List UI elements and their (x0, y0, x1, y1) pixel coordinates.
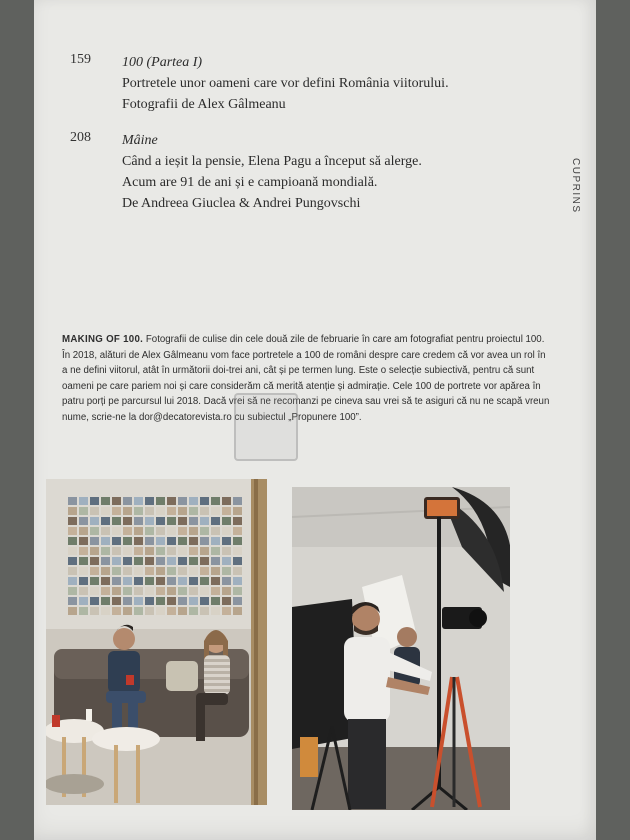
toc-text (122, 130, 542, 214)
making-of-body: Fotografii de culise din cele două zile de februarie în care am fotografiat pentru proiectul 100. În 2018, alături de Alex Gâlmeanu vom face portretele a 100 de români despre care credem că vor avea un rol în a ne defini viitorul, atât în următorii doi-trei ani, cât și pe termen lung. Este o selecție subiectivă, pentru că sunt oameni pe care pariem noi și care considerăm că merită atenție și admirație. Cele 100 de portrete vor apărea în patru porți pe parcursul lui 2018. Dacă vrei să ne recomanzi pe cineva sau vrei să te asiguri că nu ne scapă vreun nume, scrie-ne la dor@decatorevista.ro cu subiectul „Propunere 100”. (62, 334, 550, 423)
toc-page-number: 208 (70, 130, 91, 145)
toc-text (122, 52, 542, 115)
toc-title: 100 (Partea I) (122, 55, 203, 70)
toc-page-number: 159 (70, 52, 91, 67)
making-of-lead: MAKING OF 100. (62, 334, 144, 345)
toc-line: Fotografii de Alex Gâlmeanu (122, 97, 286, 112)
toc-title: Mâine (122, 133, 158, 148)
toc-line: Când a ieșit la pensie, Elena Pagu a început să alerge. (122, 154, 422, 169)
magazine-page (34, 0, 596, 840)
section-side-label: CUPRINS (570, 158, 581, 214)
photo-studio-setup (292, 487, 510, 810)
watermark-stamp (234, 393, 298, 461)
making-of-caption (62, 332, 552, 426)
toc-line: Acum are 91 de ani și e campioană mondială. (122, 175, 378, 190)
toc-line: De Andreea Giuclea & Andrei Pungovschi (122, 196, 361, 211)
toc-line: Portretele unor oameni care vor defini România viitorului. (122, 76, 449, 91)
photo-interview-scene (46, 479, 267, 805)
